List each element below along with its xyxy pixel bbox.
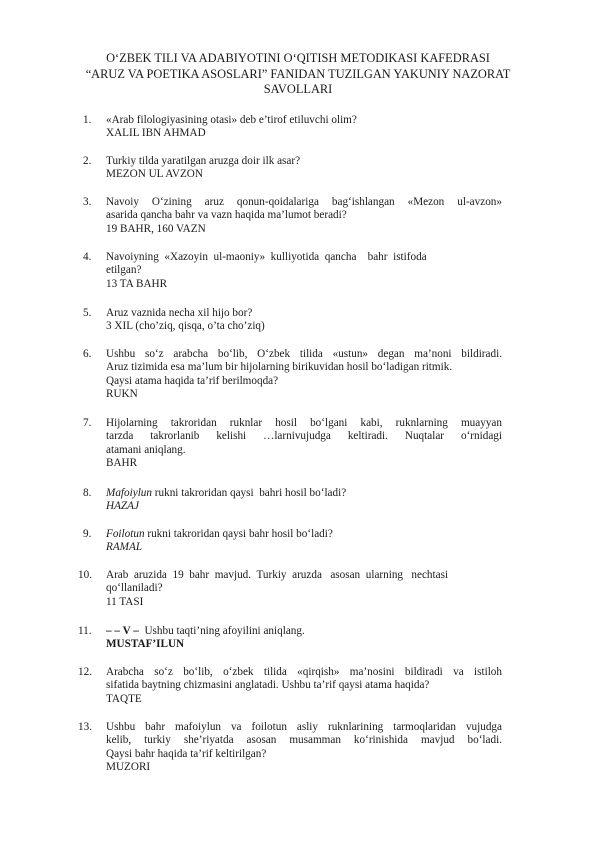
question-rest: Ushbu taqti’ning afoyilini aniqlang. xyxy=(138,625,305,637)
question-13 xyxy=(78,721,502,775)
rukn-term: Foilotun xyxy=(106,528,145,540)
question-text xyxy=(106,487,502,500)
question-text xyxy=(106,528,502,541)
question-text: sifatida baytning chizmasini anglatadi. Ushbu ta’rif qaysi atama haqida? xyxy=(106,679,430,692)
rukn-term: Mafoiylun xyxy=(106,487,152,499)
answer-text: MEZON UL AVZON xyxy=(106,168,203,181)
question-text: qo‘llaniladi? xyxy=(106,582,163,595)
question-number: 3. xyxy=(83,196,92,208)
question-text: kelib, turkiy she’riyatda asosan musamman ko‘rinishida mavjud bo‘ladi. xyxy=(106,734,502,747)
question-12 xyxy=(78,666,502,706)
question-number: 6. xyxy=(83,348,92,360)
answer-text: 3 XIL (cho’ziq, qisqa, o’ta cho’ziq) xyxy=(106,320,265,333)
question-text: atamani aniqlang. xyxy=(106,443,186,456)
question-text: Aruz vaznida necha xil hijo bor? xyxy=(106,307,253,319)
question-number: 7. xyxy=(83,417,92,429)
question-5 xyxy=(83,307,502,334)
question-10 xyxy=(78,569,502,609)
question-number: 11. xyxy=(78,625,92,637)
question-number: 10. xyxy=(78,569,92,581)
answer-text: XALIL IBN AHMAD xyxy=(106,127,206,140)
question-text: Arabcha so‘z bo‘lib, o‘zbek tilida «qirqish» ma’nosini bildiradi va istiloh xyxy=(106,666,502,678)
question-number: 4. xyxy=(83,251,92,263)
header-line-1: O‘ZBEK TILI VA ADABIYOTINI O‘QITISH METODIKASI KAFEDRASI xyxy=(106,51,490,65)
question-2 xyxy=(83,155,502,182)
answer-text: 13 TA BAHR xyxy=(106,277,168,290)
taqti-pattern: – – V – xyxy=(106,625,139,637)
question-text: Arab aruzida 19 bahr mavjud. Turkiy aruzda asosan ularning nechtasi xyxy=(106,569,449,581)
question-rest: rukni takroridan qaysi bahri hosil bo‘ladi? xyxy=(152,487,347,499)
question-6 xyxy=(83,348,502,402)
question-text: etilgan? xyxy=(106,264,142,277)
question-text: Aruz tizimida esa ma’lum bir hijolarning birikuvidan hosil bo‘ladigan ritmik. xyxy=(106,361,453,374)
question-text: Hijolarning takroridan ruknlar hosil bo‘lgani kabi, ruknlarning muayyan xyxy=(106,417,502,429)
question-number: 2. xyxy=(83,155,92,167)
header-line-2: “ARUZ VA POETIKA ASOSLARI” FANIDAN TUZILGAN YAKUNIY NAZORAT xyxy=(85,66,511,81)
question-11 xyxy=(78,625,502,652)
question-9 xyxy=(83,528,502,555)
question-number: 12. xyxy=(78,666,92,678)
question-text: Navoiyning «Xazoyin ul-maoniy» kulliyotida qancha bahr istifoda xyxy=(106,251,427,263)
answer-text: 19 BAHR, 160 VAZN xyxy=(106,222,206,235)
question-text: Navoiy O‘zining aruz qonun-qoidalariga bag‘ishlangan «Mezon ul-avzon» xyxy=(106,196,502,208)
question-text: Qaysi bahr haqida ta’rif keltirilgan? xyxy=(106,747,267,760)
answer-text: MUSTAF’ILUN xyxy=(106,638,185,651)
answer-text: 11 TASI xyxy=(106,595,144,608)
answer-text: TAQTE xyxy=(106,692,142,705)
question-text: «Arab filologiyasining otasi» deb e’tirof etiluvchi olim? xyxy=(106,114,357,126)
question-4 xyxy=(83,251,502,291)
question-number: 13. xyxy=(78,721,92,733)
question-7 xyxy=(83,417,502,471)
question-1 xyxy=(83,114,502,141)
answer-text: MUZORI xyxy=(106,761,151,774)
question-number: 8. xyxy=(83,487,92,499)
question-number: 1. xyxy=(83,114,92,126)
answer-text: RAMAL xyxy=(106,541,143,554)
question-text: asarida qancha bahr va vazn haqida ma’lumot beradi? xyxy=(106,209,347,222)
question-number: 5. xyxy=(83,307,92,319)
question-8 xyxy=(83,487,502,514)
answer-text: RUKN xyxy=(106,388,138,401)
document-header xyxy=(60,51,536,98)
header-line-3: SAVOLLARI xyxy=(263,82,333,96)
question-text: Ushbu so‘z arabcha bo‘lib, O‘zbek tilida «ustun» degan ma’noni bildiradi. xyxy=(106,348,502,360)
question-text: Qaysi atama haqida ta’rif berilmoqda? xyxy=(106,374,279,387)
answer-text: HAZAJ xyxy=(106,500,139,513)
question-text: tarzda takrorlanib kelishi …larnivujudga keltiradi. Nuqtalar o‘rnidagi xyxy=(106,430,502,443)
question-text: Turkiy tilda yaratilgan aruzga doir ilk asar? xyxy=(106,155,301,167)
question-rest: rukni takroridan qaysi bahr hosil bo‘ladi? xyxy=(144,528,333,540)
answer-text: BAHR xyxy=(106,457,138,470)
question-text: Ushbu bahr mafoiylun va foilotun asliy ruknlarining tarmoqlaridan vujudga xyxy=(106,721,502,733)
question-3 xyxy=(83,196,502,236)
question-number: 9. xyxy=(83,528,92,540)
question-text xyxy=(106,625,502,638)
